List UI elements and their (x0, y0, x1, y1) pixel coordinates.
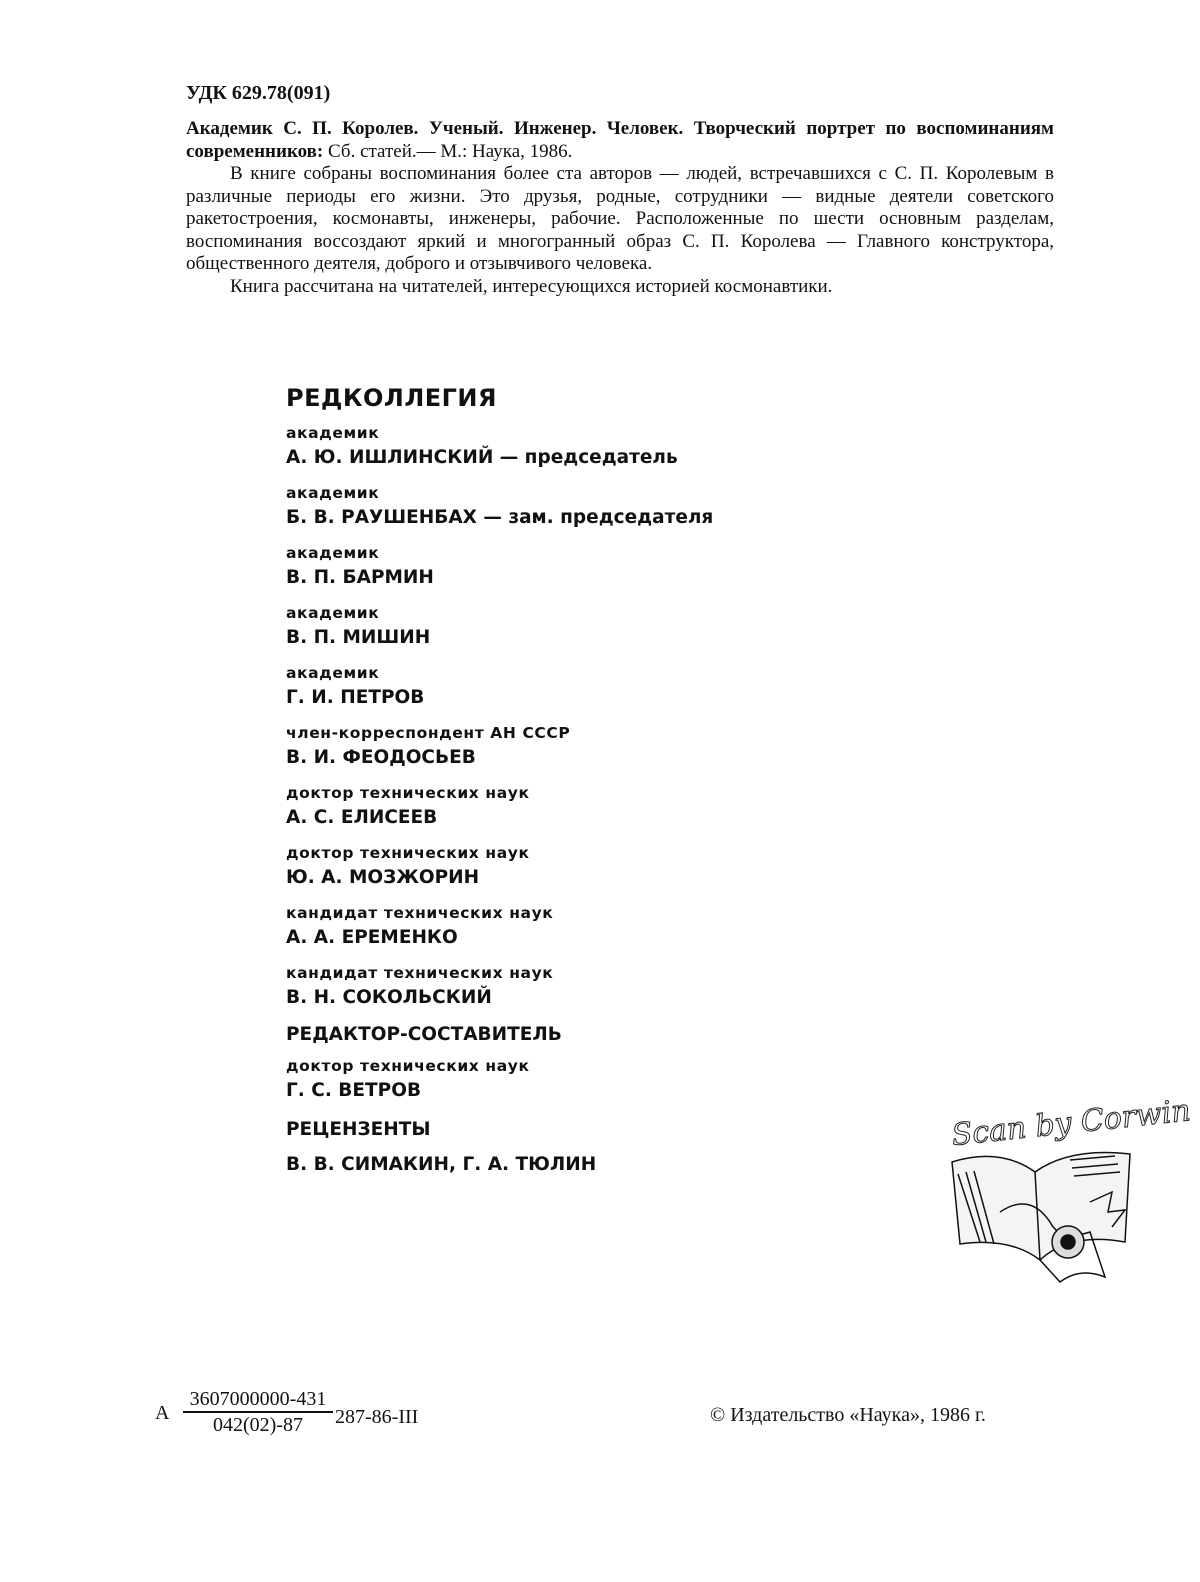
member-role: доктор технических наук (286, 844, 530, 862)
editor-name: Г. С. ВЕТРОВ (286, 1080, 422, 1101)
abstract-paragraph-2: Книга рассчитана на читателей, интересующихся историей космонавтики. (230, 275, 833, 297)
book-description (186, 118, 1054, 163)
member-role: доктор технических наук (286, 784, 530, 802)
board-member (286, 424, 846, 484)
member-role: академик (286, 484, 380, 502)
editor-compiler (286, 1057, 846, 1117)
board-member (286, 784, 846, 844)
book-title: Академик С. П. Королев. Ученый. Инженер. Человек. Творческий портрет по воспоминаниям современников: (186, 118, 1054, 162)
editorial-board (286, 384, 846, 1191)
board-member (286, 664, 846, 724)
reviewers-names: В. В. СИМАКИН, Г. А. ТЮЛИН (286, 1154, 597, 1175)
member-name: В. И. ФЕОДОСЬЕВ (286, 747, 476, 768)
member-role: член-корреспондент АН СССР (286, 724, 571, 742)
board-member (286, 904, 846, 964)
member-name: А. Ю. ИШЛИНСКИЙ — председатель (286, 447, 678, 468)
udk-code: УДК 629.78(091) (186, 82, 331, 104)
code-letter: А (155, 1402, 170, 1424)
copyright-notice: © Издательство «Наука», 1986 г. (710, 1404, 986, 1426)
publication-info: Сб. статей.— М.: Наука, 1986. (323, 140, 573, 162)
member-role: академик (286, 424, 380, 442)
member-name: Г. И. ПЕТРОВ (286, 687, 425, 708)
member-name: В. П. МИШИН (286, 627, 431, 648)
editor-compiler-heading: РЕДАКТОР-СОСТАВИТЕЛЬ (286, 1024, 562, 1045)
code-denominator: 042(02)-87 (213, 1414, 303, 1436)
editor-role: доктор технических наук (286, 1057, 530, 1075)
member-role: академик (286, 604, 380, 622)
member-name: А. С. ЕЛИСЕЕВ (286, 807, 438, 828)
code-suffix: 287-86-III (335, 1406, 419, 1428)
reviewers-heading: РЕЦЕНЗЕНТЫ (286, 1119, 431, 1140)
member-role: академик (286, 664, 380, 682)
scan-stamp-image (940, 1092, 1193, 1297)
bibliographic-abstract (186, 118, 1054, 298)
board-member (286, 964, 846, 1024)
board-member (286, 844, 846, 904)
board-member (286, 544, 846, 604)
member-name: В. П. БАРМИН (286, 567, 434, 588)
board-member (286, 724, 846, 784)
board-member (286, 604, 846, 664)
abstract-paragraph-1: В книге собраны воспоминания более ста авторов — людей, встречавшихся с С. П. Королевым в различные периоды его жизни. Это друзья, родные, сотрудники — видные деятели советского ракетостроения, космонавты, инженеры, рабочие. Расположенные по шести основным разделам, воспоминания воссоздают яркий и многогранный образ С. П. Королева — Главного конструктора, общественного деятеля, доброго и отзывчивого человека. (186, 163, 1054, 274)
member-name: В. Н. СОКОЛЬСКИЙ (286, 987, 492, 1008)
svg-text:Scan by Corwin: Scan by Corwin (950, 1093, 1193, 1154)
code-numerator: 3607000000-431 (183, 1388, 333, 1413)
code-fraction (183, 1388, 333, 1437)
member-role: кандидат технических наук (286, 904, 554, 922)
member-name: Б. В. РАУШЕНБАХ — зам. председателя (286, 507, 714, 528)
member-role: кандидат технических наук (286, 964, 554, 982)
member-name: Ю. А. МОЗЖОРИН (286, 867, 480, 888)
board-member (286, 484, 846, 544)
member-name: А. А. ЕРЕМЕНКО (286, 927, 458, 948)
editorial-board-title: РЕДКОЛЛЕГИЯ (286, 384, 497, 412)
member-role: академик (286, 544, 380, 562)
book-owl-stamp-icon (940, 1092, 1193, 1292)
